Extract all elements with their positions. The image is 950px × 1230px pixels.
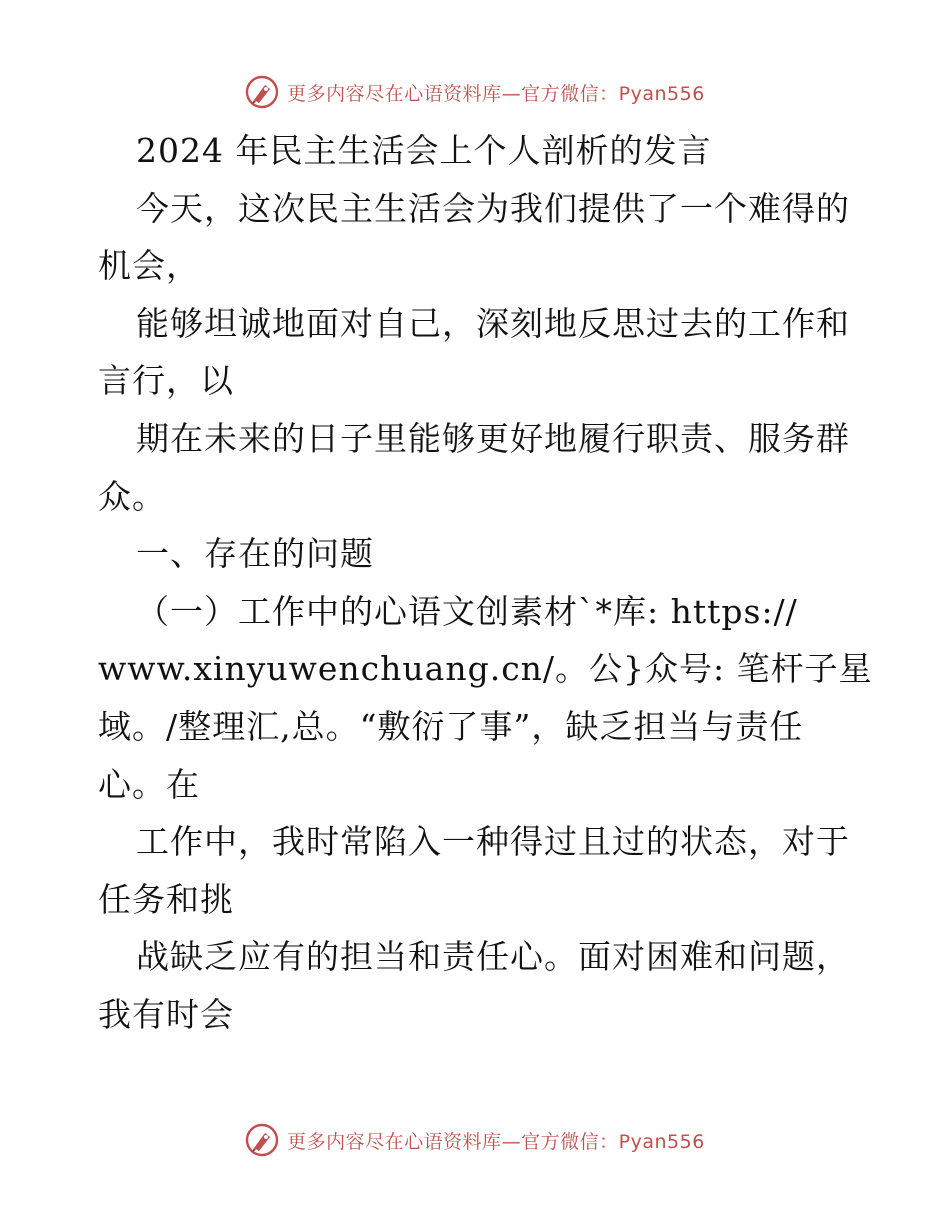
paragraph-line: 机会， xyxy=(98,246,200,286)
paragraph-line: 能够坦诚地面对自己，深刻地反思过去的工作和 xyxy=(136,303,850,343)
pen-logo-icon xyxy=(245,1123,279,1157)
watermark-text: 更多内容尽在心语资料库—官方微信：Pyan556 xyxy=(287,82,705,105)
paragraph-line: 期在未来的日子里能够更好地履行职责、服务群 xyxy=(136,418,850,458)
paragraph-line: 心。在 xyxy=(98,764,200,804)
paragraph-line: 战缺乏应有的担当和责任心。面对困难和问题， xyxy=(136,937,850,977)
paragraph-line: 工作中，我时常陷入一种得过且过的状态，对于 xyxy=(136,822,850,862)
paragraph-line: 言行，以 xyxy=(98,361,234,401)
header-watermark xyxy=(0,72,950,112)
document-title: 2024 年民主生活会上个人剖析的发言 xyxy=(136,131,712,170)
paragraph-line: （一）工作中的心语文创素材`*库: https:// xyxy=(136,591,798,631)
paragraph-line: 任务和挑 xyxy=(98,879,234,919)
paragraph-line: 我有时会 xyxy=(98,994,234,1034)
paragraph-line: 域。/整理汇,总。“敷衍了事”，缺乏担当与责任 xyxy=(98,706,804,746)
section-heading: 一、存在的问题 xyxy=(136,534,374,574)
document-body xyxy=(98,122,873,1044)
paragraph-line: 众。 xyxy=(98,476,166,516)
pen-logo-icon xyxy=(245,75,279,109)
watermark-text: 更多内容尽在心语资料库—官方微信：Pyan556 xyxy=(287,1130,705,1153)
paragraph-line: 今天，这次民主生活会为我们提供了一个难得的 xyxy=(136,188,850,228)
paragraph-line: www.xinyuwenchuang.cn/。公}众号: 笔杆子星 xyxy=(98,649,873,689)
footer-watermark xyxy=(0,1120,950,1160)
